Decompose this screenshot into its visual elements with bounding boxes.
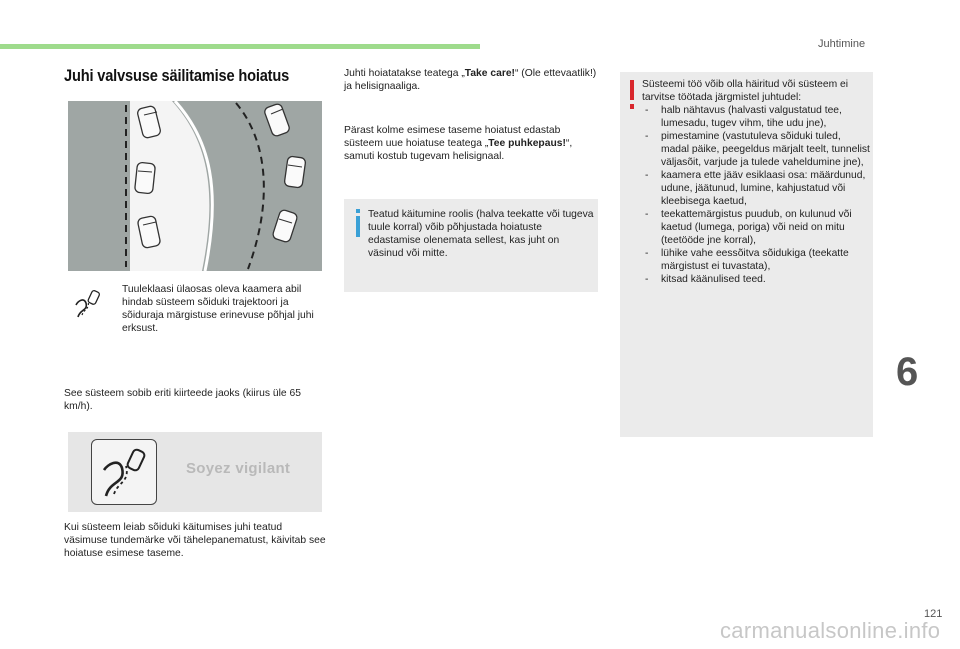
driver-attention-icon — [92, 440, 158, 506]
driver-attention-icon — [74, 289, 102, 319]
camera-text: Tuuleklaasi ülaosas oleva kaamera abil hindab süsteem sõiduki trajektoori ja sõiduraja märgistuse erinevuse põhjal juhi erksust. — [122, 284, 314, 334]
warning-intro: Süsteemi töö võib olla häiritud või süsteem ei tarvitse töötada järgmistel juhtudel: — [642, 79, 849, 103]
section-label: Juhtimine — [818, 38, 866, 50]
list-item: - halb nähtavus (halvasti valgustatud tee, lumesadu, tugev vihm, tihe udu jne), — [645, 105, 842, 129]
info-icon — [353, 209, 363, 237]
warning-text — [642, 78, 870, 286]
warning-list — [642, 104, 870, 286]
list-item: - lühike vahe eessõitva sõidukiga (teekatte märgistust ei tuvastata), — [645, 248, 849, 272]
first-alert-paragraph — [344, 67, 600, 93]
header-accent-bar — [0, 44, 480, 49]
second-alert-paragraph — [344, 124, 600, 163]
take-care-message: Take care! — [464, 68, 515, 79]
first-alert-text-a: Juhti hoiatatakse teatega „ — [344, 68, 465, 79]
chapter-number: 6 — [896, 350, 919, 394]
alert-symbol-frame — [91, 439, 157, 505]
list-item: - pimestamine (vastutuleva sõiduki tuled, madal päike, peegeldus märjalt teelt, tunnelist väljasõit, varjude ja tulede vaheldumine jne), — [645, 131, 870, 168]
info-text: Teatud käitumine roolis (halva teekatte või tugeva tuule korral) võib põhjustada hoiatuste edastamise olenemata sellest, kas juht on väsinud või mitte. — [368, 209, 594, 259]
road-illustration — [68, 101, 322, 271]
list-item: - kaamera ette jääv esiklaasi osa: määrdunud, udune, jäätunud, lumine, kahjustatud või kleebisega kaetud, — [645, 170, 866, 207]
page-number: 121 — [924, 608, 943, 620]
first-alert-text-b: “ (Ole ettevaatlik!) ja helisignaaliga. — [344, 68, 597, 92]
second-alert-text-a: Pärast kolme esimese taseme hoiatust edastab süsteem uue hoiatuse teatega „ — [344, 125, 561, 149]
warning-icon — [627, 80, 637, 110]
page-title: Juhi valvsuse säilitamise hoiatus — [64, 66, 290, 85]
list-item: - teekattemärgistus puudub, on kulunud või kaetud (lumega, poriga) või neid on mitu (teetööde jne korral), — [645, 209, 852, 246]
detection-text: Kui süsteem leiab sõiduki käitumises juhi teatud väsimuse tundemärke või tähelepanematust, käivitab see hoiatuse esimese taseme. — [64, 522, 326, 559]
list-item: - kitsad käänulised teed. — [645, 274, 766, 285]
watermark: carmanualsonline.info — [720, 618, 941, 643]
dashboard-screen-illustration — [68, 432, 322, 512]
second-alert-text-b: “, samuti kostub tugevam helisignaal. — [344, 138, 573, 162]
highway-text: See süsteem sobib eriti kiirteede jaoks (kiirus üle 65 km/h). — [64, 388, 301, 412]
info-note — [344, 199, 598, 292]
warning-note — [620, 72, 873, 437]
screen-message: Soyez vigilant — [186, 460, 291, 477]
take-break-message: Tee puhkepaus! — [488, 138, 566, 149]
